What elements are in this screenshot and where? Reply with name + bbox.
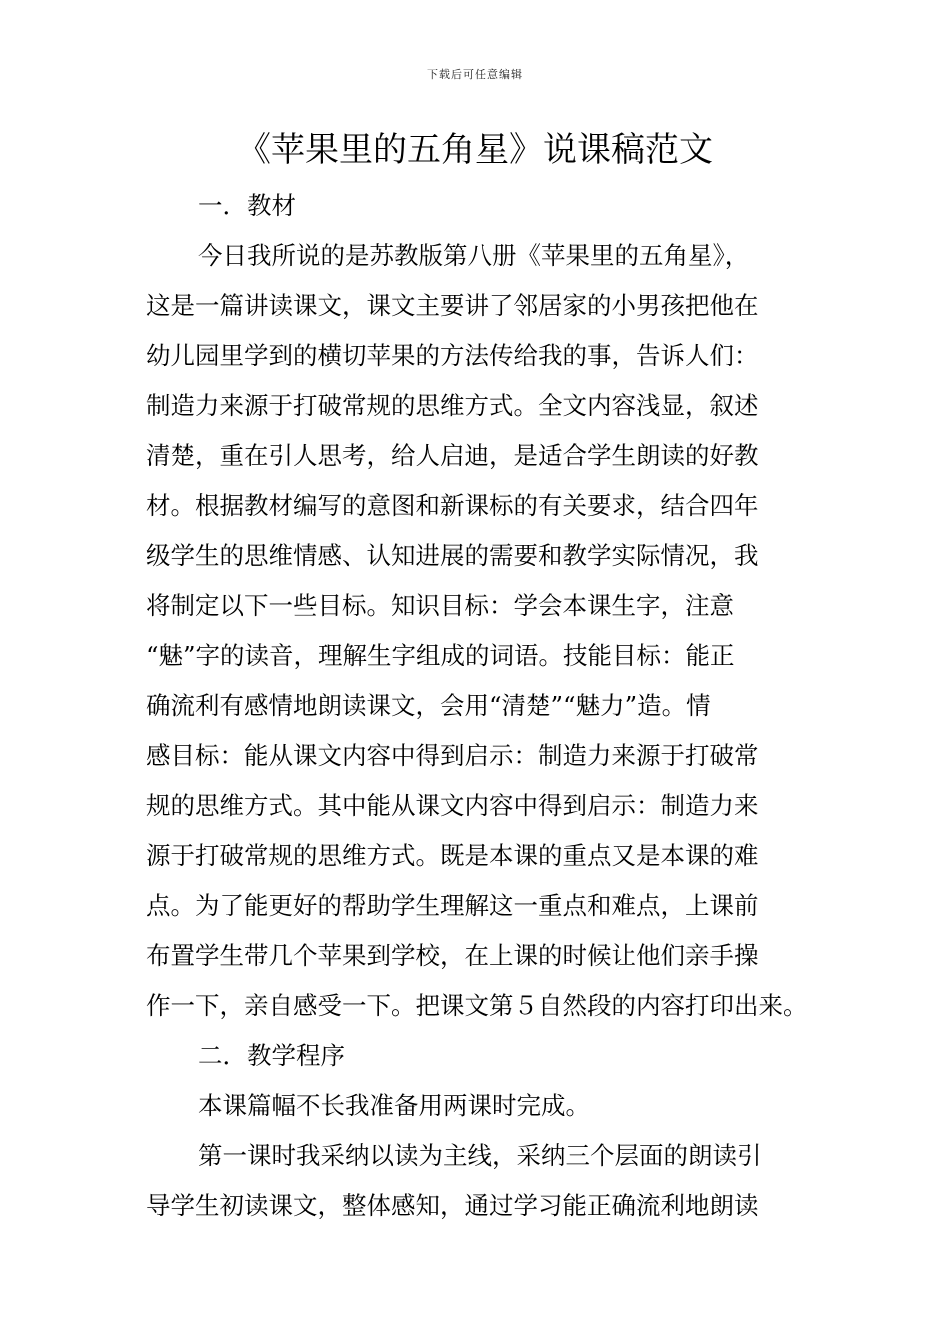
paragraph-line: 制造力来源于打破常规的思维方式。全文内容浅显，叙述 (146, 391, 759, 420)
paragraph-line: 本课篇幅不长我准备用两课时完成。 (198, 1091, 590, 1120)
section-heading: 二．教学程序 (198, 1041, 345, 1070)
paragraph-line: “魅”字的读音，理解生字组成的词语。技能目标：能正 (146, 641, 735, 670)
document-body (146, 181, 836, 1231)
paragraph-line: 导学生初读课文，整体感知，通过学习能正确流利地朗读 (146, 1191, 759, 1220)
paragraph-line: 点。为了能更好的帮助学生理解这一重点和难点，上课前 (146, 891, 759, 920)
paragraph-line: 作一下，亲自感受一下。把课文第５自然段的内容打印出来。 (146, 991, 808, 1020)
header-note: 下载后可任意编辑 (427, 68, 523, 81)
paragraph-line: 级学生的思维情感、认知进展的需要和教学实际情况，我 (146, 541, 759, 570)
paragraph-line: 感目标：能从课文内容中得到启示：制造力来源于打破常 (146, 741, 759, 770)
paragraph-line: 这是一篇讲读课文，课文主要讲了邻居家的小男孩把他在 (146, 291, 759, 320)
paragraph-line: 今日我所说的是苏教版第八册《苹果里的五角星》， (198, 241, 750, 270)
paragraph-line: 材。根据教材编写的意图和新课标的有关要求，结合四年 (146, 491, 759, 520)
paragraph-line: 布置学生带几个苹果到学校，在上课的时候让他们亲手操 (146, 941, 759, 970)
paragraph-line: 清楚，重在引人思考，给人启迪，是适合学生朗读的好教 (146, 441, 759, 470)
paragraph-line: 幼儿园里学到的横切苹果的方法传给我的事，告诉人们： (146, 341, 759, 370)
paragraph-line: 确流利有感情地朗读课文，会用“清楚”“魅力”造。情 (146, 691, 711, 720)
paragraph-line: 规的思维方式。其中能从课文内容中得到启示：制造力来 (146, 791, 759, 820)
document-title: 《苹果里的五角星》说课稿范文 (237, 130, 713, 170)
paragraph-line: 第一课时我采纳以读为主线，采纳三个层面的朗读引 (198, 1141, 762, 1170)
paragraph-line: 源于打破常规的思维方式。既是本课的重点又是本课的难 (146, 841, 759, 870)
section-heading: 一．教材 (198, 191, 296, 220)
paragraph-line: 将制定以下一些目标。知识目标：学会本课生字，注意 (146, 591, 734, 620)
